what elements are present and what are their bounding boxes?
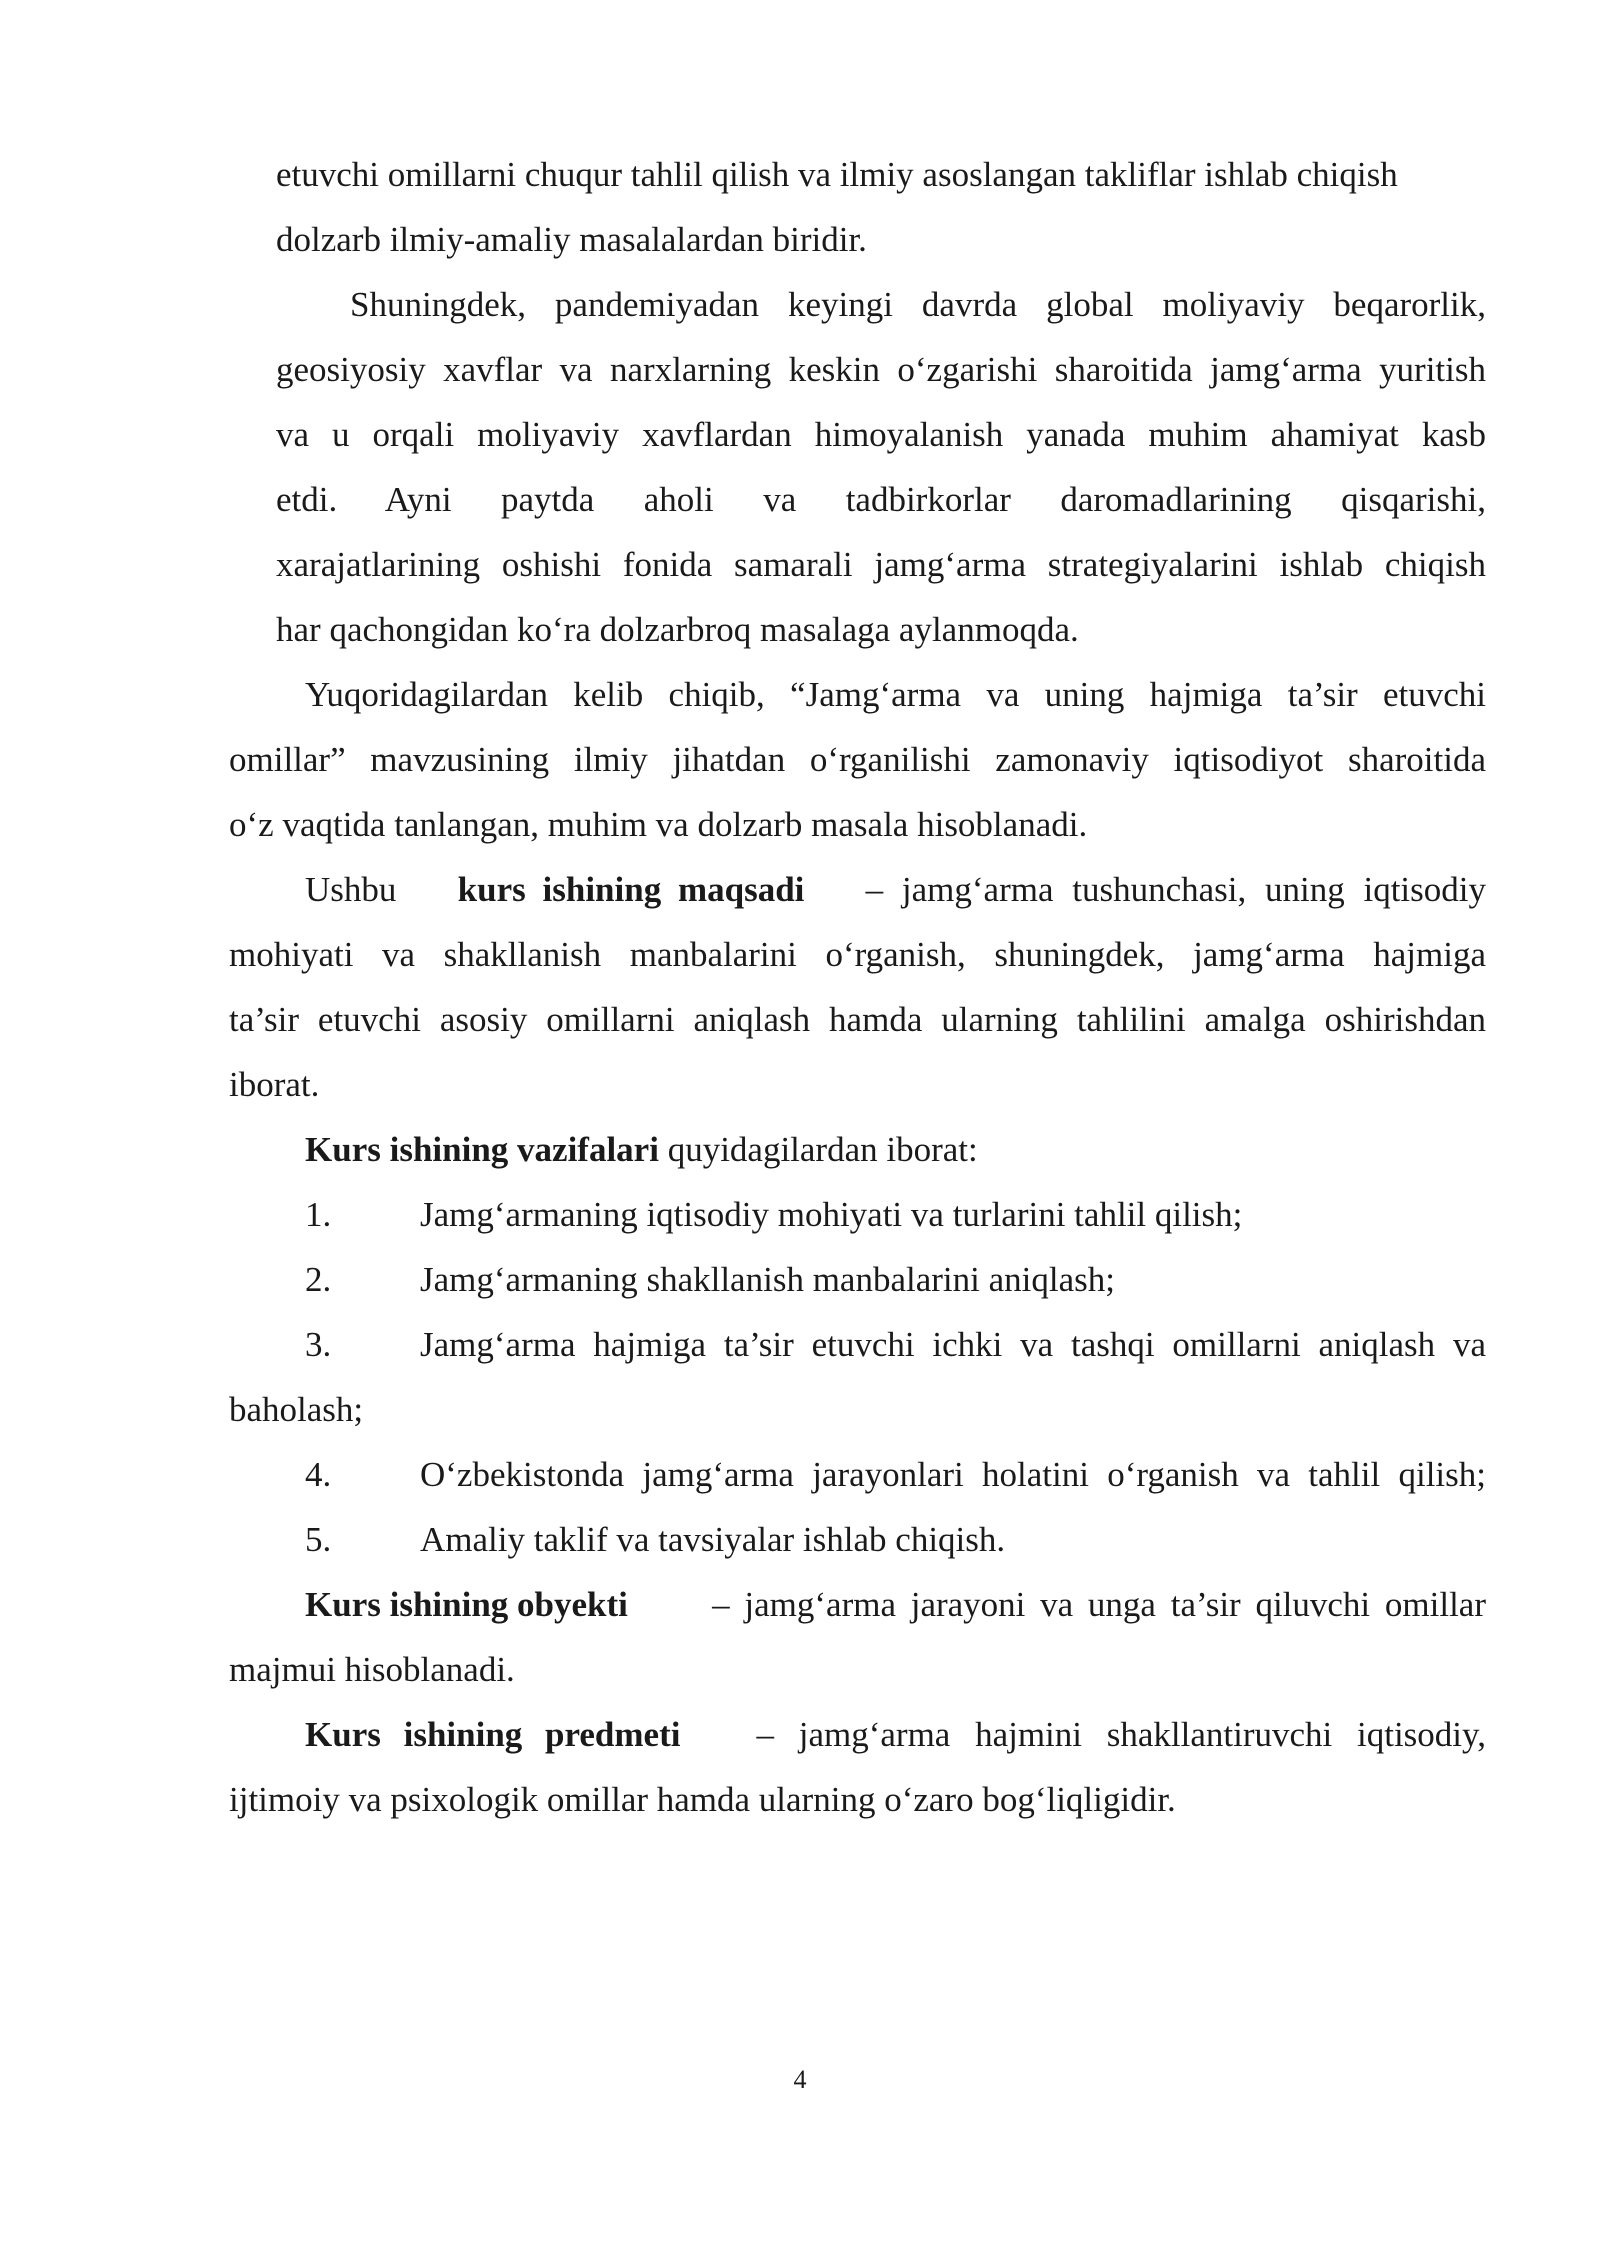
paragraph-3-line-1: Yuqoridagilardan kelib chiqib, “Jamg‘arma va uning hajmiga ta’sir etuvchi — [305, 675, 1486, 714]
subject-line-1-rest: – jamg‘arma hajmini shakllantiruvchi iqtisodiy, — [756, 1715, 1486, 1754]
paragraph-1-line-1-text: etuvchi omillarni chuqur tahlil qilish va ilmiy asoslangan takliflar ishlab chiqish — [276, 155, 1398, 194]
task-5-number: 5. — [305, 1520, 332, 1559]
task-3-number: 3. — [305, 1325, 332, 1364]
paragraph-1-line-2: dolzarb ilmiy-amaliy masalalardan biridir. — [276, 220, 867, 259]
goal-heading: kurs ishining maqsadi — [457, 870, 805, 909]
paragraph-2-line-3: va u orqali moliyaviy xavflardan himoyalanish yanada muhim ahamiyat kasb — [276, 415, 1486, 454]
subject-heading: Kurs ishining predmeti — [305, 1715, 681, 1754]
task-4-number: 4. — [305, 1455, 332, 1494]
task-1-number: 1. — [305, 1195, 332, 1234]
goal-line-3: ta’sir etuvchi asosiy omillarni aniqlash hamda ularning tahlilini amalga oshirishdan — [229, 1000, 1486, 1039]
paragraph-2-line-6: har qachongidan ko‘ra dolzarbroq masalaga aylanmoqda. — [276, 610, 1079, 649]
tasks-heading: Kurs ishining vazifalari — [305, 1130, 659, 1169]
goal-line-1 — [305, 870, 1486, 910]
task-2-text: Jamg‘armaning shakllanish manbalarini aniqlash; — [420, 1260, 1115, 1299]
paragraph-2-line-2: geosiyosiy xavflar va narxlarning keskin o‘zgarishi sharoitida jamg‘arma yuritish — [276, 350, 1486, 389]
object-line-1-rest: – jamg‘arma jarayoni va unga ta’sir qiluvchi omillar — [712, 1585, 1486, 1624]
tasks-heading-line — [305, 1130, 978, 1170]
paragraph-3-line-3: o‘z vaqtida tanlangan, muhim va dolzarb masala hisoblanadi. — [229, 805, 1088, 844]
object-line-2: majmui hisoblanadi. — [229, 1650, 515, 1689]
paragraph-2-line-5: xarajatlarining oshishi fonida samarali jamg‘arma strategiyalarini ishlab chiqish — [276, 545, 1486, 584]
page-number: 4 — [793, 2065, 807, 2094]
goal-line-2: mohiyati va shakllanish manbalarini o‘rganish, shuningdek, jamg‘arma hajmiga — [229, 935, 1486, 974]
paragraph-1-line-1 — [276, 155, 1486, 195]
goal-line-1-rest: – jamg‘arma tushunchasi, uning iqtisodiy — [865, 870, 1486, 909]
goal-line-4: iborat. — [229, 1065, 320, 1104]
paragraph-2-line-1: Shuningdek, pandemiyadan keyingi davrda global moliyaviy beqarorlik, — [350, 285, 1486, 324]
tasks-heading-rest: quyidagilardan iborat: — [667, 1130, 978, 1169]
task-1-text: Jamg‘armaning iqtisodiy mohiyati va turlarini tahlil qilish; — [420, 1195, 1243, 1234]
subject-line-2: ijtimoiy va psixologik omillar hamda ularning o‘zaro bog‘liqligidir. — [229, 1780, 1176, 1819]
task-3-continuation: baholash; — [229, 1390, 364, 1429]
paragraph-3-line-2: omillar” mavzusining ilmiy jihatdan o‘rganilishi zamonaviy iqtisodiyot sharoitida — [229, 740, 1486, 779]
task-4-text: O‘zbekistonda jamg‘arma jarayonlari holatini o‘rganish va tahlil qilish; — [420, 1455, 1486, 1494]
object-heading: Kurs ishining obyekti — [305, 1585, 628, 1624]
task-3-text: Jamg‘arma hajmiga ta’sir etuvchi ichki va tashqi omillarni aniqlash va — [420, 1325, 1486, 1364]
goal-lead: Ushbu — [305, 870, 397, 909]
subject-line-1 — [305, 1715, 1486, 1755]
task-2-number: 2. — [305, 1260, 332, 1299]
object-line-1 — [305, 1585, 1486, 1625]
task-5-text: Amaliy taklif va tavsiyalar ishlab chiqish. — [420, 1520, 1006, 1559]
paragraph-2-line-4: etdi. Ayni paytda aholi va tadbirkorlar daromadlarining qisqarishi, — [276, 480, 1486, 519]
